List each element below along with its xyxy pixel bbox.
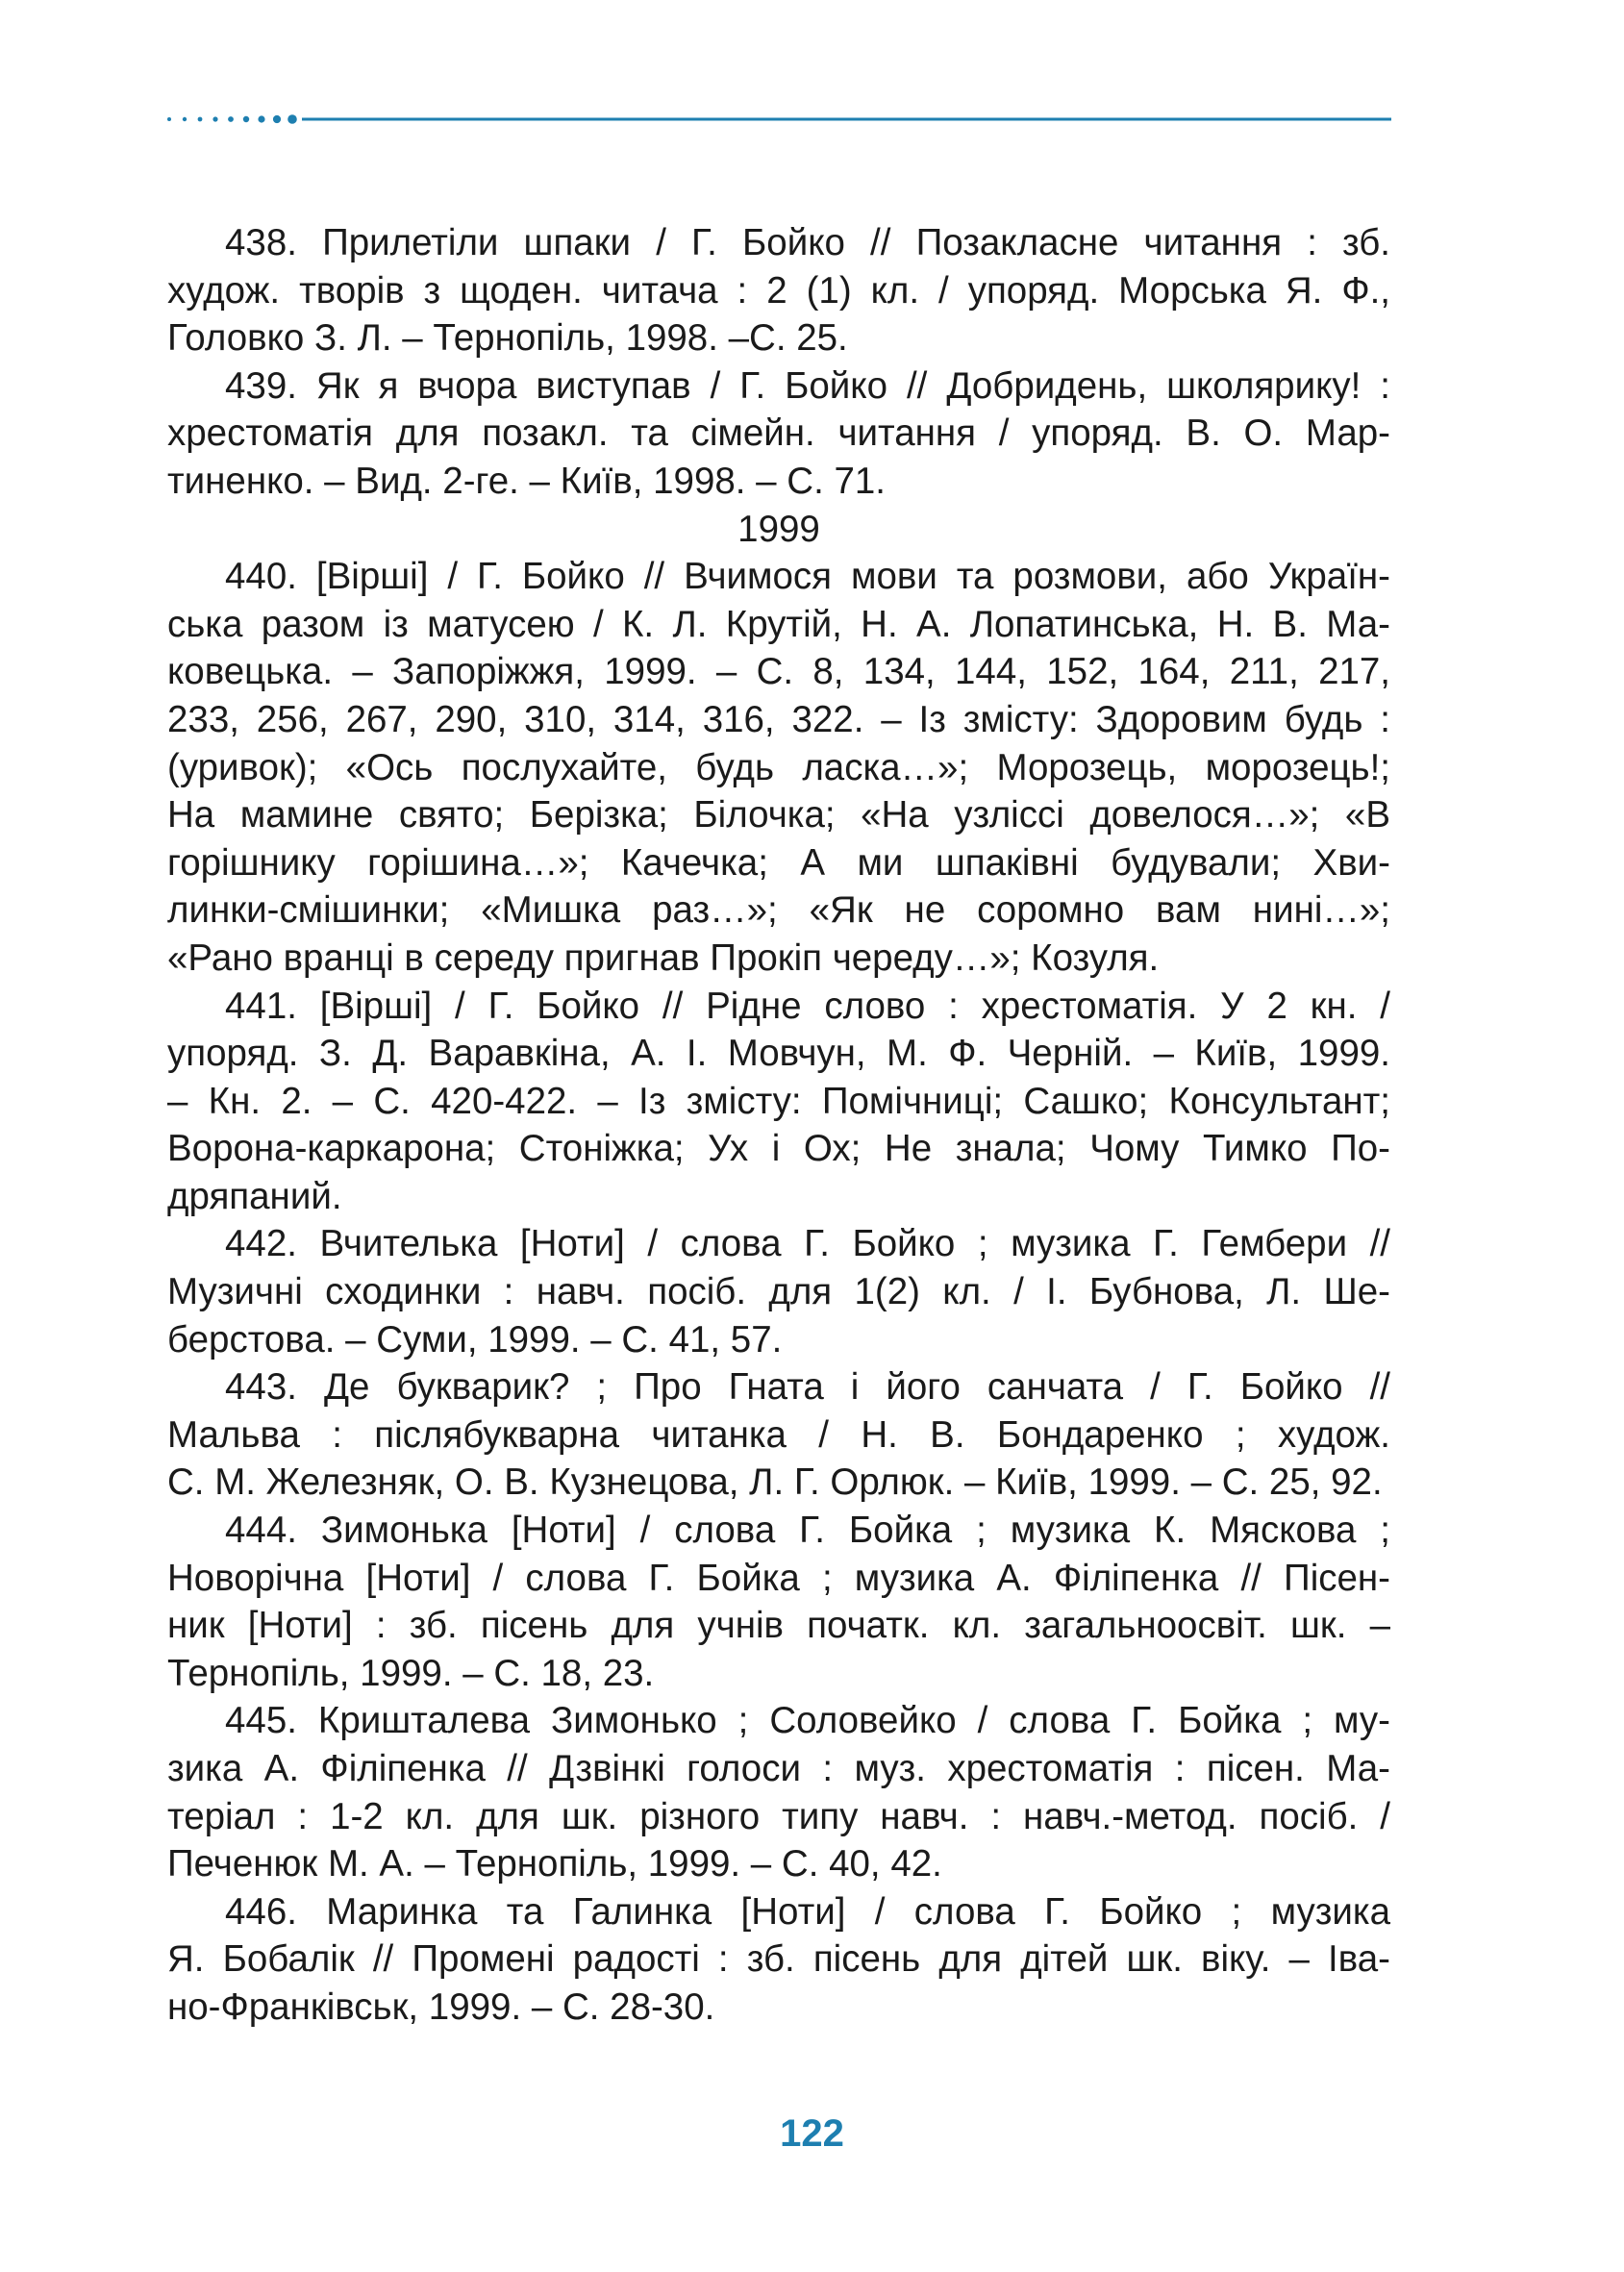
bibliography-entry: [167, 553, 1390, 982]
entry-line: Новорічна [Ноти] / слова Г. Бойка ; музика А. Філіпенка // Пісен-: [167, 1557, 1390, 1599]
entry-line: «Рано вранці в середу пригнав Прокіп череду…»; Козуля.: [167, 936, 1160, 979]
entry-line: 233, 256, 267, 290, 310, 314, 316, 322. – Із змісту: Здоровим будь :: [167, 698, 1390, 740]
page-number: 122: [780, 2112, 844, 2155]
entry-line: хрестоматія для позакл. та сімейн. читання / упоряд. В. О. Мар-: [167, 412, 1390, 455]
entry-line: 439. Як я вчора виступав / Г. Бойко // Добридень, школярику! :: [225, 364, 1390, 407]
entry-line: линки-смішинки; «Мишка раз…»; «Як не соромно вам нині…»;: [167, 889, 1390, 932]
entry-line: упоряд. З. Д. Варавкіна, А. І. Мовчун, М. Ф. Черній. – Київ, 1999.: [167, 1033, 1390, 1075]
entry-line: Печенюк М. А. – Тернопіль, 1999. – С. 40, 42.: [167, 1843, 942, 1885]
bibliography-entry: [167, 362, 1390, 506]
rule-dot: [243, 116, 249, 122]
bibliography-entry: [167, 1507, 1390, 1697]
dotted-rule-icon: [165, 113, 1391, 125]
entry-line: но-Франківськ, 1999. – С. 28-30.: [167, 1985, 715, 2028]
entry-line: зика А. Філіпенка // Дзвінкі голоси : муз. хрестоматія : пісен. Ма-: [167, 1748, 1390, 1789]
entry-line: Ворона-каркарона; Стоніжка; Ух і Ох; Не знала; Чому Тимко По-: [167, 1128, 1390, 1170]
entry-line: Мальва : післябукварна читанка / Н. В. Бондаренко ; худож.: [167, 1413, 1390, 1456]
entry-line: Я. Бобалік // Промені радості : зб. пісень для дітей шк. віку. – Іва-: [167, 1938, 1390, 1981]
entry-line: 445. Кришталева Зимонько ; Соловейко / слова Г. Бойка ; му-: [225, 1700, 1390, 1742]
bibliography-entry: [167, 1220, 1390, 1363]
bibliography-body: [167, 219, 1390, 2032]
entry-line: ник [Ноти] : зб. пісень для учнів початк. кл. загальноосвіт. шк. –: [167, 1605, 1390, 1647]
entry-line: Головко З. Л. – Тернопіль, 1998. –С. 25.: [167, 317, 848, 360]
rule-dot: [228, 116, 234, 122]
bibliography-entry: [167, 219, 1390, 362]
entry-line: – Кн. 2. – С. 420-422. – Із змісту: Помічниці; Сашко; Консультант;: [167, 1080, 1390, 1122]
entry-line: горішнику горішина…»; Качечка; А ми шпаківні будували; Хви-: [167, 841, 1390, 884]
entry-line: 442. Вчителька [Ноти] / слова Г. Бойко ; музика Г. Гембери //: [225, 1223, 1390, 1265]
entry-line: На мамине свято; Берізка; Білочка; «На узліссі довелося…»; «В: [167, 794, 1390, 836]
entry-line: (уривок); «Ось послухайте, будь ласка…»; Морозець, морозець!;: [167, 746, 1390, 788]
entry-line: берстова. – Суми, 1999. – С. 41, 57.: [167, 1318, 783, 1361]
rule-dot: [212, 116, 217, 121]
entry-line: 441. [Вірші] / Г. Бойко // Рідне слово : хрестоматія. У 2 кн. /: [225, 985, 1390, 1027]
entry-line: 438. Прилетіли шпаки / Г. Бойко // Позакласне читання : зб.: [225, 222, 1390, 263]
entry-line: ковецька. – Запоріжжя, 1999. – С. 8, 134, 144, 152, 164, 211, 217,: [167, 651, 1390, 693]
rule-line: [302, 118, 1391, 121]
bibliography-entry: [167, 1363, 1390, 1507]
entry-line: С. М. Железняк, О. В. Кузнецова, Л. Г. Орлюк. – Київ, 1999. – С. 25, 92.: [167, 1461, 1383, 1504]
entry-line: 440. [Вірші] / Г. Бойко // Вчимося мови та розмови, або Україн-: [225, 556, 1390, 598]
entry-line: дряпаний.: [167, 1175, 342, 1217]
header-dotted-rule: [165, 113, 1391, 125]
entry-line: Музичні сходинки : навч. посіб. для 1(2) кл. / І. Бубнова, Л. Ше-: [167, 1271, 1390, 1313]
entry-line: ська разом із матусею / К. Л. Крутій, Н. А. Лопатинська, Н. В. Ма-: [167, 603, 1390, 645]
rule-dot: [287, 114, 297, 124]
rule-dot: [198, 117, 203, 122]
entry-line: 444. Зимонька [Ноти] / слова Г. Бойка ; музика К. Мяскова ;: [225, 1510, 1390, 1552]
bibliography-entry: [167, 1697, 1390, 1887]
entry-line: 446. Маринка та Галинка [Ноти] / слова Г. Бойко ; музика: [225, 1890, 1390, 1933]
year-heading: 1999: [737, 508, 820, 550]
rule-dot: [183, 117, 187, 121]
entry-line: тиненко. – Вид. 2-ге. – Київ, 1998. – С. 71.: [167, 460, 886, 502]
rule-dot: [273, 115, 281, 123]
entry-line: теріал : 1-2 кл. для шк. різного типу навч. : навч.-метод. посіб. /: [167, 1795, 1390, 1837]
entries-1999: [167, 553, 1390, 2031]
entry-line: 443. Де букварик? ; Про Гната і його санчата / Г. Бойко //: [225, 1366, 1390, 1409]
bibliography-entry: [167, 1888, 1390, 2032]
entry-line: Тернопіль, 1999. – С. 18, 23.: [167, 1652, 655, 1694]
rule-dot: [258, 115, 264, 122]
entry-line: худож. творів з щоден. читача : 2 (1) кл. / упоряд. Морська Я. Ф.,: [167, 269, 1390, 312]
bibliography-entry: [167, 983, 1390, 1221]
entries-1998: [167, 219, 1390, 506]
rule-dot: [167, 117, 171, 121]
